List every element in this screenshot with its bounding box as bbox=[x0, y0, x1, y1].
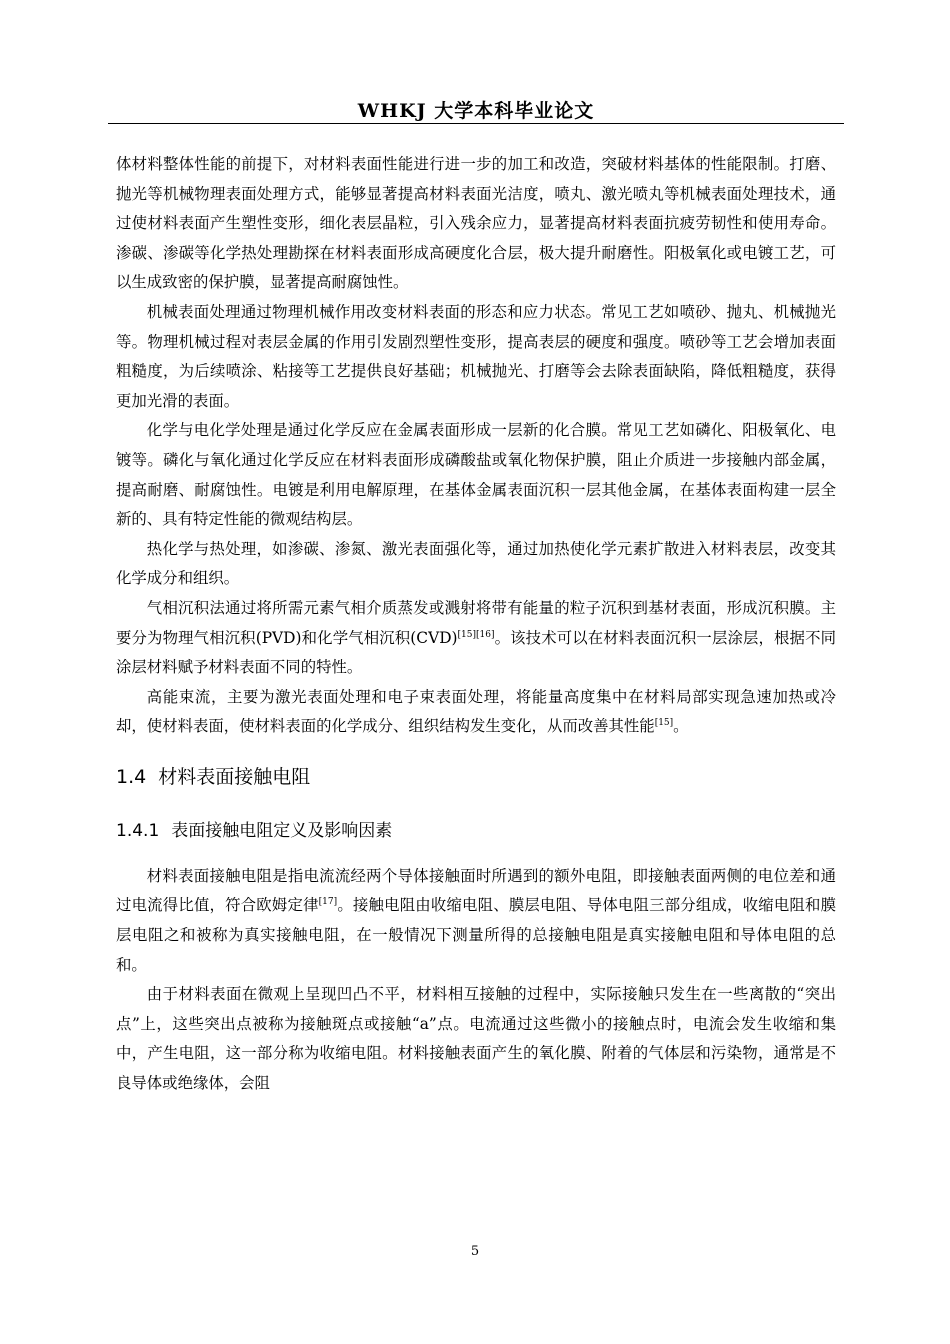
paragraph-vapor-deposition bbox=[116, 594, 836, 683]
section-heading-1-4 bbox=[116, 752, 836, 802]
citation: [15][16] bbox=[457, 629, 495, 640]
page-body bbox=[116, 150, 836, 1099]
paragraph-mechanical: 机械表面处理通过物理机械作用改变材料表面的形态和应力状态。常见工艺如喷砂、抛丸、机械抛光等。物理机械过程对表层金属的作用引发剧烈塑性变形，提高表层的硬度和强度。喷砂等工艺会增加表面粗糙度，为后续喷涂、粘接等工艺提供良好基础；机械抛光、打磨等会去除表面缺陷，降低粗糙度，获得更加光滑的表面。 bbox=[116, 302, 836, 410]
page-header: WHKJ 大学本科毕业论文 bbox=[357, 100, 595, 122]
text-run: 气相沉积法通过将所需元素气相介质蒸发或溅射将带有能量的粒子沉积到基材表面，形成沉积膜。主要分为物理气相沉积(PVD)和化学气相沉积(CVD) bbox=[116, 598, 836, 647]
paragraph-energy-beam bbox=[116, 683, 836, 742]
section-number: 1.4 bbox=[116, 765, 147, 788]
text-run: 材料表面接触电阻是指电流流经两个导体接触面时所遇到的额外电阻，即接触表面两侧的电位差和通过电流得比值，符合欧姆定律 bbox=[116, 866, 836, 915]
citation: [17] bbox=[318, 897, 338, 908]
subsection-title: 表面接触电阻定义及影响因素 bbox=[171, 820, 393, 841]
subsection-heading-1-4-1 bbox=[116, 808, 836, 854]
text-run: 高能束流，主要为激光表面处理和电子束表面处理，将能量高度集中在材料局部实现急速加热或冷却，使材料表面，使材料表面的化学成分、组织结构发生变化，从而改善其性能 bbox=[116, 687, 836, 736]
header-rule bbox=[108, 123, 844, 124]
paragraph-continued: 体材料整体性能的前提下，对材料表面性能进行进一步的加工和改造，突破材料基体的性能限制。打磨、抛光等机械物理表面处理方式，能够显著提高材料表面光洁度，喷丸、激光喷丸等机械表面处理技术，通过使材料表面产生塑性变形，细化表层晶粒，引入残余应力，显著提高材料表面抗疲劳韧性和使用寿命。渗碳、渗碳等化学热处理勘探在材料表面形成高硬度化合层，极大提升耐磨性。阳极氧化或电镀工艺，可以生成致密的保护膜，显著提高耐腐蚀性。 bbox=[116, 155, 836, 292]
page-number: 5 bbox=[470, 1244, 480, 1259]
text-run: 。接触电阻由收缩电阻、膜层电阻、导体电阻三部分组成，收缩电阻和膜层电阻之和被称为真实接触电阻，在一般情况下测量所得的总接触电阻是真实接触电阻和导体电阻的总和。 bbox=[116, 896, 836, 974]
text-run: 。 bbox=[673, 717, 689, 736]
citation: [15] bbox=[654, 718, 674, 729]
text-run: 。该技术可以在材料表面沉积一层涂层，根据不同涂层材料赋予材料表面不同的特性。 bbox=[116, 628, 836, 677]
paragraph-contact-resistance-definition bbox=[116, 862, 836, 980]
subsection-number: 1.4.1 bbox=[116, 820, 160, 841]
paragraph-thermochemical: 热化学与热处理，如渗碳、渗氮、激光表面强化等，通过加热使化学元素扩散进入材料表层，改变其化学成分和组织。 bbox=[116, 539, 836, 588]
paragraph-contact-spots: 由于材料表面在微观上呈现凹凸不平，材料相互接触的过程中，实际接触只发生在一些离散的“突出点”上，这些突出点被称为接触斑点或接触“a”点。电流通过这些微小的接触点时，电流会发生收缩和集中，产生电阻，这一部分称为收缩电阻。材料接触表面产生的氧化膜、附着的气体层和污染物，通常是不良导体或绝缘体，会阻 bbox=[116, 985, 836, 1093]
section-title: 材料表面接触电阻 bbox=[158, 765, 311, 788]
paragraph-chemical: 化学与电化学处理是通过化学反应在金属表面形成一层新的化合膜。常见工艺如磷化、阳极氧化、电镀等。磷化与氧化通过化学反应在材料表面形成磷酸盐或氧化物保护膜，阻止介质进一步接触内部金属，提高耐磨、耐腐蚀性。电镀是利用电解原理，在基体金属表面沉积一层其他金属，在基体表面构建一层全新的、具有特定性能的微观结构层。 bbox=[116, 421, 836, 529]
